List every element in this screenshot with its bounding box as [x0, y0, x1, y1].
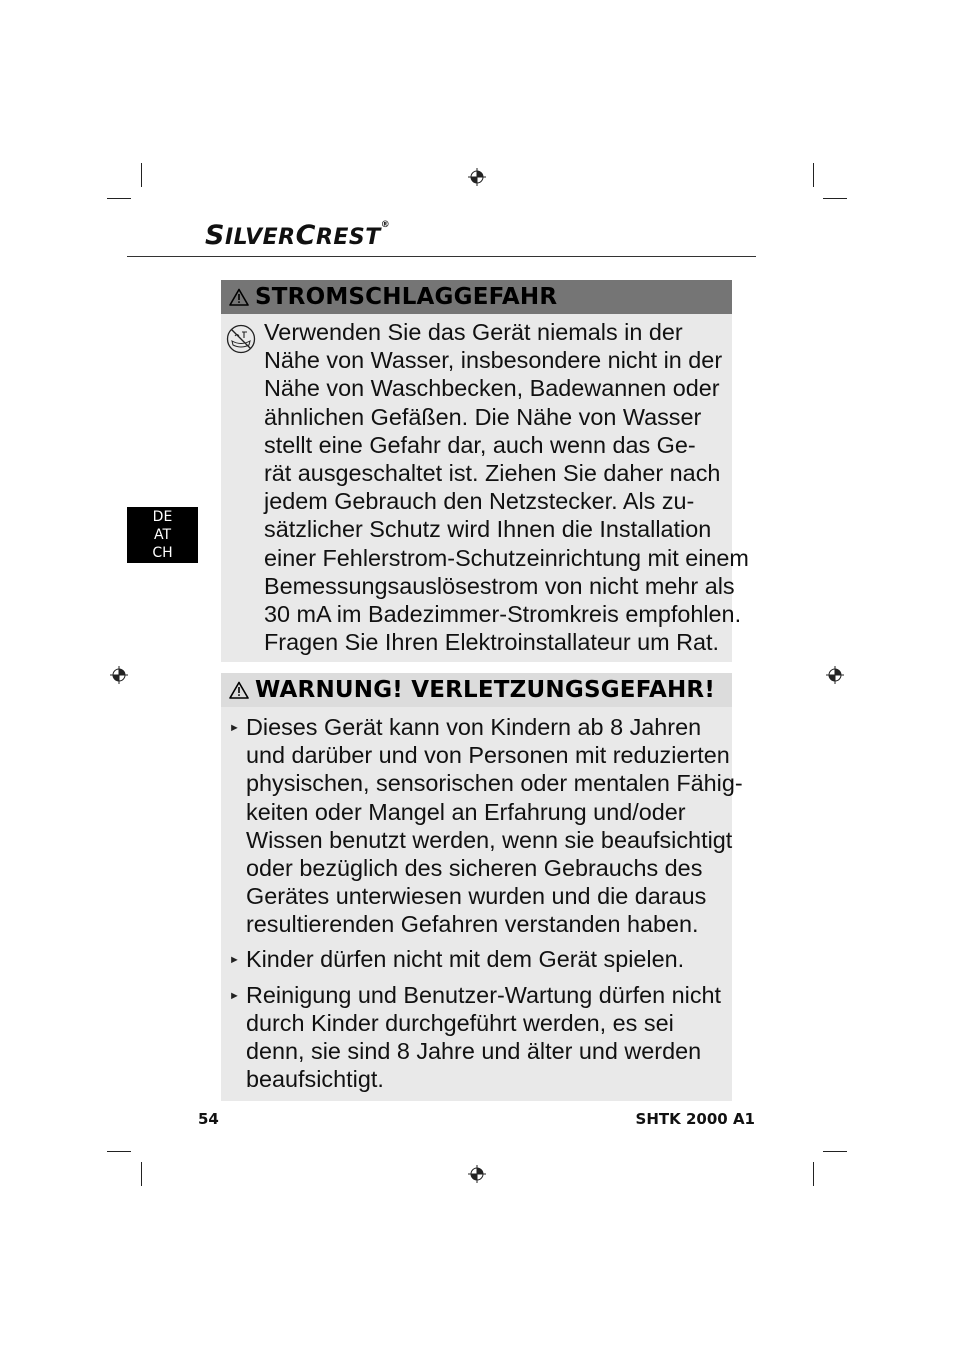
text-line: Bemessungsauslösestrom von nicht mehr als [264, 572, 735, 599]
injury-bullet-list [221, 707, 743, 1101]
text-line: Dieses Gerät kann von Kindern ab 8 Jahren [246, 714, 702, 740]
electric-shock-warning-box [221, 280, 749, 662]
text-line: rät ausgeschaltet ist. Ziehen Sie daher nach [264, 460, 721, 487]
registration-mark-icon [826, 666, 844, 684]
brand-logo: SILVERCREST® [205, 220, 391, 251]
registration-mark-icon [110, 666, 128, 684]
warning-triangle-icon [229, 288, 249, 306]
text-line: 30 mA im Badezimmer-Stromkreis empfohlen. [264, 601, 742, 628]
bullet-arrow-icon: ► [229, 989, 240, 1002]
electric-shock-text [221, 314, 749, 662]
text-line: beaufsichtigt. [246, 1066, 384, 1093]
text-line: einer Fehlerstrom-Schutzeinrichtung mit einem [264, 544, 749, 571]
injury-warning-box [221, 673, 743, 1101]
no-water-icon [226, 324, 256, 354]
text-line: resultierenden Gefahren verstanden haben. [246, 911, 699, 938]
injury-title: WARNUNG! VERLETZUNGSGEFAHR! [255, 677, 716, 703]
text-line: Kinder dürfen nicht mit dem Gerät spielen. [246, 945, 685, 972]
text-line: keiten oder Mangel an Erfahrung und/oder [246, 798, 686, 825]
text-line: Gerätes unterwiesen wurden und die daraus [246, 883, 707, 910]
crop-mark [823, 1151, 847, 1152]
crop-mark [107, 1151, 131, 1152]
text-line: Nähe von Waschbecken, Badewannen oder [264, 375, 720, 402]
header-rule [127, 256, 756, 257]
crop-mark [141, 1162, 142, 1186]
crop-mark [813, 163, 814, 187]
registration-mark-icon [468, 168, 486, 186]
electric-shock-header [221, 280, 732, 314]
text-line: stellt eine Gefahr dar, auch wenn das Ge- [264, 431, 696, 458]
text-line: jedem Gebrauch den Netzstecker. Als zu- [264, 488, 695, 515]
text-line: Reinigung und Benutzer-Wartung dürfen nicht [246, 981, 722, 1008]
crop-mark [823, 198, 847, 199]
text-line: Verwenden Sie das Gerät niemals in der [264, 319, 683, 345]
text-line: denn, sie sind 8 Jahre und älter und werden [246, 1038, 702, 1065]
list-item [229, 981, 732, 1094]
bullet-arrow-icon: ► [229, 722, 240, 734]
registration-mark-icon [468, 1165, 486, 1183]
crop-mark [813, 1162, 814, 1186]
language-tab: DE AT CH [127, 507, 198, 563]
page-number: 54 [198, 1110, 219, 1128]
text-line: und darüber und von Personen mit reduzierten [246, 742, 730, 769]
list-item [229, 713, 743, 939]
warning-triangle-icon [229, 681, 249, 699]
text-line: durch Kinder durchgeführt werden, es sei [246, 1009, 674, 1036]
text-line: Fragen Sie Ihren Elektroinstallateur um Rat. [264, 629, 720, 656]
electric-shock-title: STROMSCHLAGGEFAHR [255, 284, 558, 310]
text-line: Wissen benutzt werden, wenn sie beaufsichtigt [246, 826, 733, 853]
crop-mark [141, 163, 142, 187]
text-line: sätzlicher Schutz wird Ihnen die Installation [264, 516, 712, 543]
bullet-arrow-icon: ► [229, 953, 240, 966]
text-line: physischen, sensorischen oder mentalen Fähig- [246, 770, 743, 797]
text-line: oder bezüglich des sicheren Gebrauchs des [246, 855, 703, 882]
list-item [229, 945, 732, 975]
injury-header [221, 673, 732, 707]
text-line: ähnlichen Gefäßen. Die Nähe von Wasser [264, 403, 702, 430]
text-line: Nähe von Wasser, insbesondere nicht in der [264, 347, 723, 374]
crop-mark [107, 198, 131, 199]
model-number: SHTK 2000 A1 [635, 1110, 755, 1128]
